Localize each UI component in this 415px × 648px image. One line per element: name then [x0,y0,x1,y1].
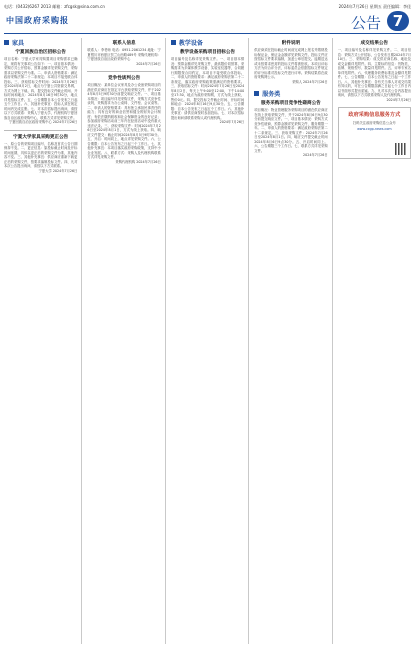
ad-website-link[interactable]: www.ccgp-news.com [357,127,392,131]
column-5 [338,38,411,644]
header-date-editor: 2024年7月26日 星期五 责任编辑：李佳 [338,4,411,9]
notice [4,134,77,174]
notice [254,100,327,158]
notice [254,40,327,84]
masthead: 中国政府采购报 [6,15,69,25]
qr-code-icon[interactable] [395,143,407,155]
divider [87,71,160,72]
category-header [4,38,77,47]
notice-title: 联系人信息 [112,41,136,46]
notice-body: 联系人：李老师 电话：0951-2061234 地址：宁夏银川市西夏区贺兰山西路489号 采购代理机构：宁夏回族自治区政府采购中心 [87,48,161,61]
article-columns [4,38,411,644]
notice [171,49,244,125]
column-4 [254,38,332,644]
notice-signature: 2024年7月26日 [219,120,245,124]
header-info-bar [4,3,411,11]
ad-subtitle: 扫码关注政府采购信息公众号 [352,121,396,125]
notice-signature: 2024年7月26日 [136,61,161,66]
category-header [254,89,327,98]
page-number-badge: 7 [387,11,409,31]
notice-body: 项目概况：物业管理服务采购项目的潜在供应商应在线上获取采购文件，并于2024年8月6日9点30分前提交响应文件。一、项目基本情况：采购方式竞争性磋商，预算金额详见采购文件，服务期限一年。二、申请人的资格要求：满足政府采购法第二十二条规定。三、获取采购文件：2024年7月26日至2024年8月1日。四、响应文件提交截止时间2024年8月6日9点30分。五、开启时间同上。六、公告期限三个工作日。七、联系方式详见采购文件。 [254,108,328,153]
notice-body: 项目概况：某单位会议家具及办公设备采购项目的潜在供应商应在指定平台获取采购文件，并于2024年8月5日9时30分前提交响应文件。一、项目基本情况：项目编号详见采购文件，采购方式竞争性谈判，采购需求为办公桌椅、文件柜、会议桌等。二、申请人的资格要求：具有独立承担民事责任的能力；具有良好的商业信誉和健全的财务会计制度；有依法缴纳税收和社会保障资金的良好记录；参加政府采购活动前三年内在经营活动中没有重大违法记录。三、获取采购文件：时间2024年7月26日至2024年8月1日，方式为线上获取。四、响应文件提交：截止时间2024年8月5日9时30分。五、开启：时间同上，地点详见采购文件。六、公告期限：自本公告发布之日起三个工作日。七、其他补充事宜：本项目落实政府采购政策，支持中小企业发展。八、联系方式：采购人及代理机构联系方式详见采购文件。 [87,83,161,159]
service-ad-box [338,107,411,159]
category-header [171,38,244,47]
notice-body: 项目名称：宁夏大学家具购置项目采购需求已确定，现将有关事项公告如下：一、项目基本情况：采购方式公开招标，预算金额详见采购文件，采购需求以采购文件为准。二、申请人资格要求：满足政府采购法第二十二条规定；本项目不接受联合体投标。三、获取招标文件时间：2024年7月26日至2024年8月2日，地点为宁夏公共资源交易网，方式为网上下载。四、提交投标文件截止时间、开标时间和地点：2024年8月16日9时30分，地点详见招标文件。五、公告期限自本公告发布之日起五个工作日。六、其他补充事宜：投标人须在规定时间内完成注册。七、对本次招标提出询问，请按以下方式联系：采购人宁夏大学，代理机构宁夏回族自治区政府采购中心，联系方式详见采购文件。 [4,57,78,120]
divider [4,130,77,131]
category-square-icon [4,40,9,45]
category-label: 服务类 [262,91,281,98]
notice-signature: 采购人 2024年7月26日 [292,79,328,84]
notice-signature: 采购代理机构 2024年7月26日 [115,159,161,164]
page-header [4,11,411,34]
column-3 [171,38,249,644]
category-label: 家具 [12,40,25,47]
notice [87,40,160,66]
category-square-icon [254,91,259,96]
notice-body: 一、项目编号及名称详见采购文件。二、项目信息：采购方式公开招标，公告发布日期2024年7月10日。三、采购结果：成交供应商名称、地址及成交金额详见附件。四、主要标的信息：货物类，品牌、规格型号、数量详见附件。五、评审专家名单详见附件。六、代理服务收费标准及金额详见附件。七、公告期限：自本公告发布之日起一个工作日。八、其他补充事宜：各有关当事人对成交结果有异议的，可在公告期限届满之日起七个工作日内以书面形式提出质疑。九、凡对本次公告内容提出询问，请按以下方式联系采购人及代理机构。 [337,48,412,97]
notice-signature: 宁夏大学 2024年7月26日 [38,168,78,173]
notice-body: 供应商须在投标截止时间前完成网上报名并缴纳投标保证金，保证金金额详见采购文件。投标文件应按招标文件要求编制，加盖公章后提交。逾期送达或未按要求密封的投标文件将被拒收。本项目评标方法为综合评分法，评标委员会依据招标文件规定的评分标准对投标文件进行评审。采购结果将在政府采购网公示。 [254,48,328,79]
notice-title: 宁夏大学家具采购更正公告 [13,134,69,140]
category-label: 教学设备 [178,40,203,47]
notice [338,40,411,102]
notice-title: 教学设备采购项目招标公告 [179,50,236,55]
section-title: 公告 [350,14,381,32]
notice [4,49,77,125]
notice-signature: 宁夏回族自治区政府采购中心 2024年7月26日 [8,120,78,124]
notice-title: 服务采购项目竞争性磋商公告 [261,101,321,106]
notice-title: 竞争性谈判公告 [108,76,141,81]
category-square-icon [171,40,176,45]
column-1 [4,38,82,644]
column-2 [87,38,165,644]
notice [87,75,160,164]
notice-title: 成交结果公告 [360,41,389,46]
notice-title: 附件说明 [281,41,301,46]
notice-title: 宁夏回族自治区招标公告 [15,50,66,55]
notice-body: 一、原公告的采购项目编号、名称及首次公告日期保持不变。二、更正信息：原投标截止时间及开标时间延期，具体以更正后的采购文件为准，其他内容不变。三、其他补充事宜：供应商应重新下载更正后的采购文件，按要求编制投标文件。四、凡对本次公告提出询问，请按以下方式联系。 [4,141,78,168]
ad-title: 政府采购信息服务方式 [348,112,401,118]
header-contact: 电话：(0432)6267 2013 邮箱：zfcgsk@sina.com.cn [4,4,105,9]
notice-signature: 2024年7月26日 [386,97,412,102]
notice-signature: 2024年7月26日 [303,153,328,157]
notice-body: 项目编号及名称详见采购文件。一、项目基本情况：预算金额详见采购文件，最高限价同预算，采购需求为多媒体教学设备、实验室仪器等，合同履行期限按合同约定，本项目不接受联合体投标。二、申请人的资格要求：满足政府采购法第二十二条规定，落实政府采购政策需满足的资格要求。三、获取招标文件：时间2024年7月26日至2024年8月2日，每天上午9:00至12:00，下午14:00至17:30，地点为政府采购网，方式为线上获取，售价0元。四、提交投标文件截止时间、开标时间和地点：2024年8月16日9点30分。五、公告期限：自本公告发布之日起五个工作日。六、其他补充事宜：请供应商按时参加投标。七、对本次招标提出询问请联系采购人或代理机构。 [170,57,245,120]
